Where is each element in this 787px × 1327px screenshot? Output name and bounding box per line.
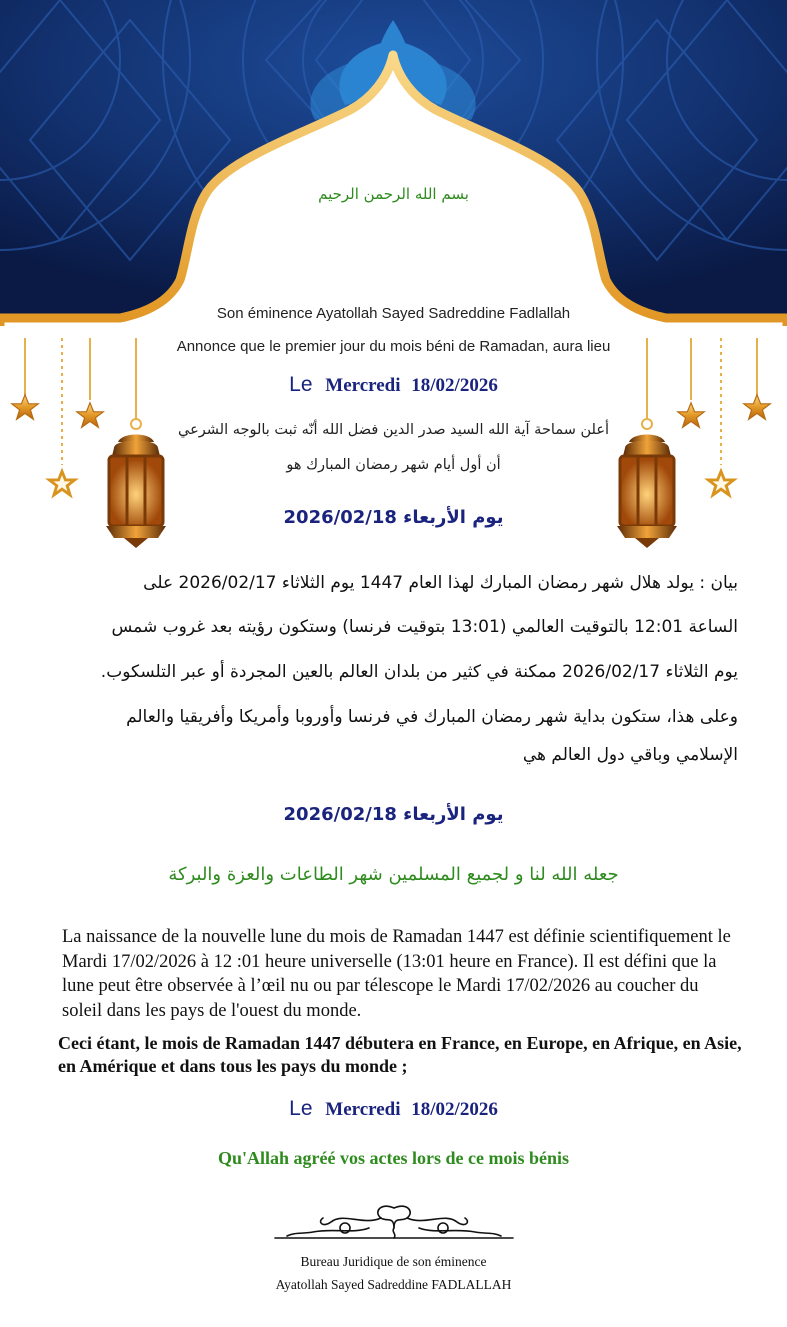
ar-statement-line: الإسلامي وباقي دول العالم هي	[522, 745, 738, 765]
signature-line2: Ayatollah Sayed Sadreddine FADLALLAH	[275, 1277, 512, 1292]
ar-announcement-line1: أعلن سماحة آية الله السيد صدر الدين فضل الله أنّه ثبت بالوجه الشرعي	[177, 422, 609, 438]
ar-statement-line: بيان : يولد هلال شهر رمضان المبارك لهذا العام 1447 يوم الثلاثاء 2026/02/17 على	[143, 573, 738, 593]
fr-announcement-line1: Son éminence Ayatollah Sayed Sadreddine Fadlallah	[216, 305, 571, 322]
fr-statement-date	[0, 1097, 787, 1121]
header-artwork	[0, 0, 787, 560]
date-prefix: Le	[289, 1097, 313, 1120]
basmala: بسم الله الرحمن الرحيم	[318, 185, 469, 203]
ar-blessing: جعله الله لنا و لجميع المسلمين شهر الطاعات والعزة والبركة	[168, 864, 619, 885]
ar-announcement-line2: أن أول أيام شهر رمضان المبارك هو	[286, 457, 501, 473]
ar-statement-date: يوم الأربعاء 2026/02/18	[283, 804, 504, 825]
fr-header-date	[0, 373, 787, 397]
date-day: Mercredi	[325, 1099, 401, 1120]
fr-blessing: Qu'Allah agréé vos actes lors de ce mois bénis	[218, 1148, 569, 1168]
date-value: 18/02/2026	[411, 375, 498, 396]
ar-statement-line: يوم الثلاثاء 2026/02/17 ممكنة في كثير من بلدان العالم بالعين المجردة أو عبر التلسكوب.	[100, 662, 738, 682]
ar-statement-line: الساعة 12:01 بالتوقيت العالمي (13:01 بتوقيت فرنسا) وستكون رؤيته بعد غروب شمس	[111, 617, 738, 637]
ar-header-date: يوم الأربعاء 2026/02/18	[283, 507, 504, 528]
date-day: Mercredi	[325, 375, 401, 396]
signature-line1: Bureau Juridique de son éminence	[300, 1254, 487, 1269]
ornament-divider-icon	[273, 1198, 515, 1246]
fr-statement-paragraph: La naissance de la nouvelle lune du mois de Ramadan 1447 est définie scientifiquement le Mardi 17/02/2026 à 12 :01 heure universelle (13:01 heure en France). Il est défini que la lune peut être observée à l’œil nu ou par télescope le Mardi 17/02/2026 au coucher du soleil dans les pays de l'ouest du monde.	[62, 927, 731, 1021]
date-prefix: Le	[289, 373, 313, 396]
ar-statement-line: وعلى هذا، ستكون بداية شهر رمضان المبارك في فرنسا وأوروبا وأمريكا وأفريقيا والعالم	[126, 707, 738, 727]
fr-conclusion: Ceci étant, le mois de Ramadan 1447 débutera en France, en Europe, en Afrique, en Asie, en Amérique et dans tous les pays du monde ;	[58, 1033, 742, 1076]
date-value: 18/02/2026	[411, 1099, 498, 1120]
fr-announcement-line2: Annonce que le premier jour du mois béni de Ramadan, aura lieu	[176, 338, 611, 355]
